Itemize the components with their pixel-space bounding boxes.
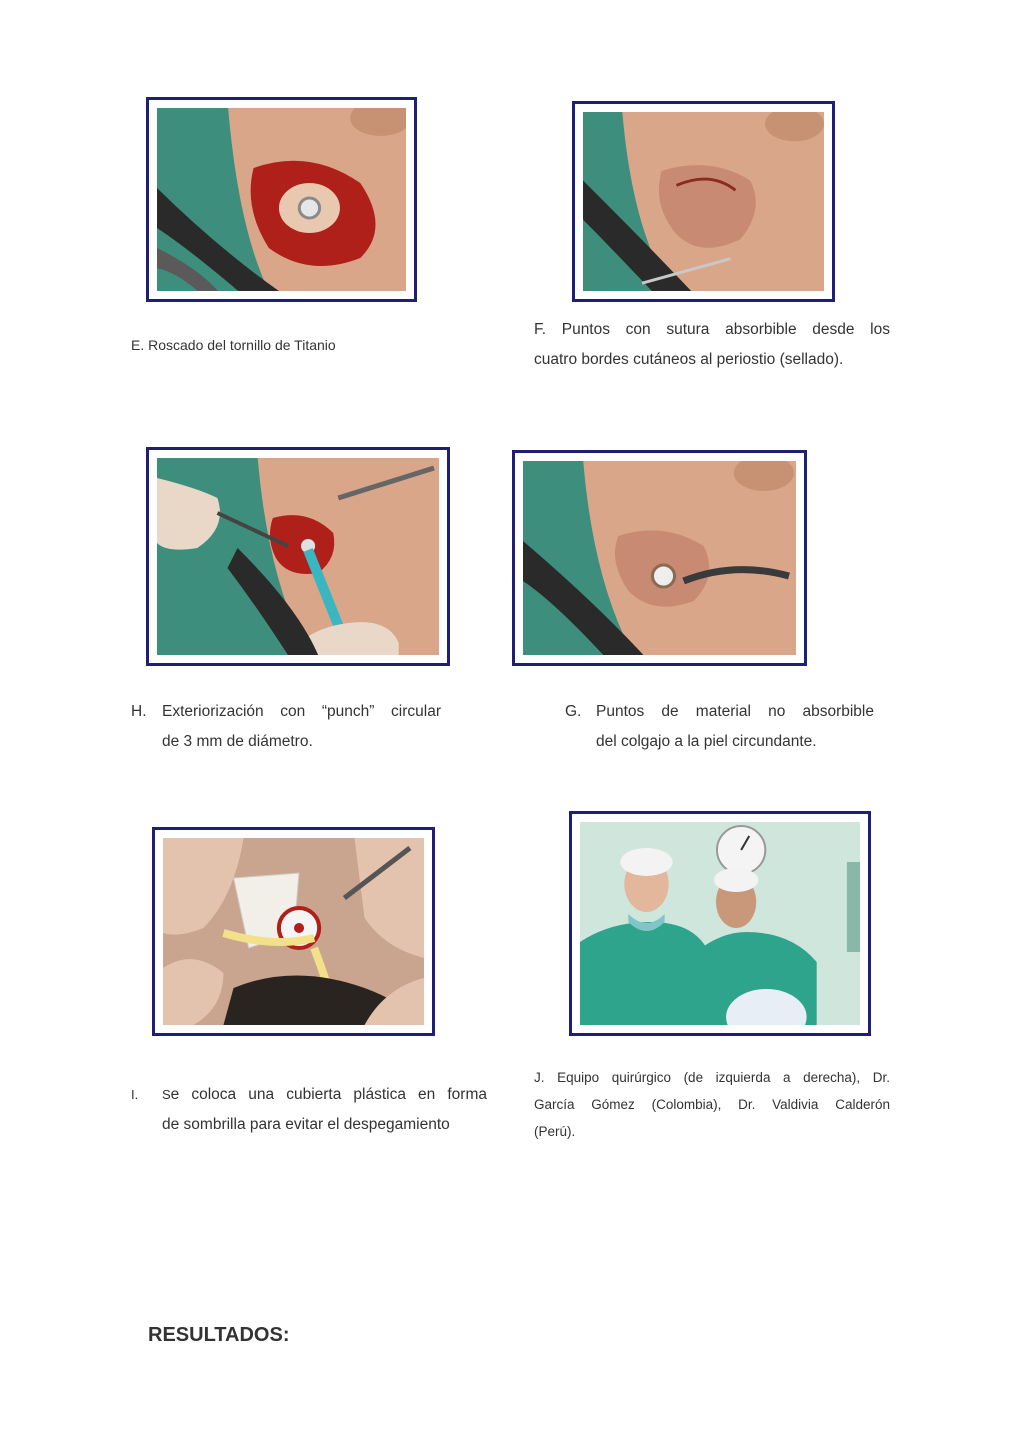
caption-e-text: E. Roscado del tornillo de Titanio <box>131 337 336 353</box>
caption-h <box>131 697 441 757</box>
photo-h <box>146 447 450 666</box>
caption-f <box>534 315 890 375</box>
caption-i <box>131 1080 487 1140</box>
photo-i <box>152 827 435 1036</box>
caption-g-line2: del colgajo a la piel circundante. <box>596 733 817 750</box>
photo-f <box>572 101 835 302</box>
caption-e <box>131 334 491 356</box>
photo-j-image <box>580 822 860 1025</box>
photo-g <box>512 450 807 666</box>
section-heading-resultados: RESULTADOS: <box>148 1324 290 1346</box>
photo-e-image <box>157 108 406 291</box>
photo-e <box>146 97 417 302</box>
caption-j-line2: García Gómez (Colombia), Dr. Valdivia Calderón <box>534 1097 890 1112</box>
photo-f-image <box>583 112 824 291</box>
caption-f-line1: F. Puntos con sutura absorbible desde los <box>534 321 890 338</box>
caption-i-line1: e coloca una cubierta plástica en forma <box>170 1086 487 1103</box>
caption-j <box>534 1064 890 1145</box>
caption-h-line2: de 3 mm de diámetro. <box>162 733 313 750</box>
photo-i-image <box>163 838 424 1025</box>
photo-g-image <box>523 461 796 655</box>
caption-i-first-char: S <box>162 1087 171 1102</box>
caption-j-line3: (Perú). <box>534 1124 576 1139</box>
caption-j-line1: J. Equipo quirúrgico (de izquierda a derecha), Dr. <box>534 1070 890 1085</box>
caption-h-line1: Exteriorización con “punch” circular <box>162 703 441 720</box>
photo-j <box>569 811 871 1036</box>
caption-g <box>565 697 874 757</box>
caption-g-line1: Puntos de material no absorbible <box>596 703 874 720</box>
caption-g-letter: G. <box>565 703 582 720</box>
photo-h-image <box>157 458 439 655</box>
caption-f-line2: cuatro bordes cutáneos al periostio (sellado). <box>534 351 844 368</box>
caption-i-line2: de sombrilla para evitar el despegamiento <box>162 1116 450 1133</box>
caption-h-letter: H. <box>131 703 147 720</box>
caption-i-letter: I. <box>131 1087 139 1102</box>
